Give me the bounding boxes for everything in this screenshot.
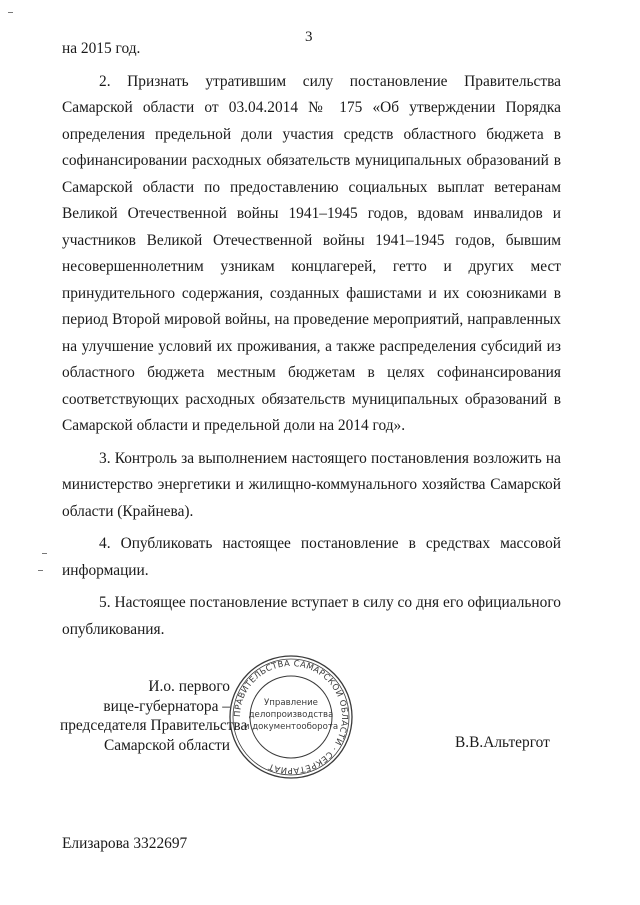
- paragraph-2: 2. Признать утратившим силу постановление Правительства Самарской области от 03.04.2014 № 175 «Об утверждении Порядка определения предельной доли участия средств областного бюджета в софинансировании расходных обязательств муниципальных образований в Самарской области по предоставлению социальных выплат ветеранам Великой Отечественной войны 1941–1945 годов, вдовам инвалидов и участников Великой Отечественной войны 1941–1945 годов, бывшим несовершеннолетним узникам концлагерей, гетто и других мест принудительного содержания, созданных фашистами и их союзниками в период Второй мировой войны, на проведение мероприятий, направленных на улучшение условий их проживания, а также распределения субсидий из областного бюджета местным бюджетам в целях софинансирования соответствующих расходных обязательств муниципальных образований в Самарской области и предельной доли на 2014 год».: [62, 72, 561, 434]
- signatory-title: [60, 677, 248, 755]
- stamp-line-2: делопроизводства: [248, 710, 334, 720]
- page-number: 3: [305, 29, 313, 45]
- stamp-ring-text: ПРАВИТЕЛЬСТВА САМАРСКОЙ ОБЛАСТИ · СЕКРЕТАРИАТ: [231, 657, 351, 777]
- margin-mark: [42, 553, 47, 554]
- stamp-line-3: и документооборота: [243, 722, 339, 732]
- signatory-line-3: председателя Правительства: [60, 717, 248, 734]
- paragraph-5: 5. Настоящее постановление вступает в силу со дня его официального опубликования.: [62, 594, 561, 638]
- stamp-line-1: Управление: [264, 698, 318, 708]
- signatory-line-4: Самарской области: [103, 736, 230, 754]
- official-stamp: [228, 654, 354, 780]
- paragraph-3: 3. Контроль за выполнением настоящего постановления возложить на министерство энергетики и жилищно-коммунального хозяйства Самарской области (Крайнева).: [62, 449, 561, 520]
- signatory-line-1: И.о. первого: [148, 678, 230, 695]
- margin-mark: [8, 12, 13, 13]
- intro-line: на 2015 год.: [62, 40, 141, 57]
- margin-mark: [38, 570, 43, 571]
- signatory-line-2: вице-губернатора –: [103, 697, 230, 715]
- paragraph-4: 4. Опубликовать настоящее постановление в средствах массовой информации.: [62, 535, 561, 579]
- signatory-name: В.В.Альтергот: [455, 734, 550, 751]
- document-body: [62, 36, 561, 643]
- contact-footer: Елизарова 3322697: [62, 835, 188, 852]
